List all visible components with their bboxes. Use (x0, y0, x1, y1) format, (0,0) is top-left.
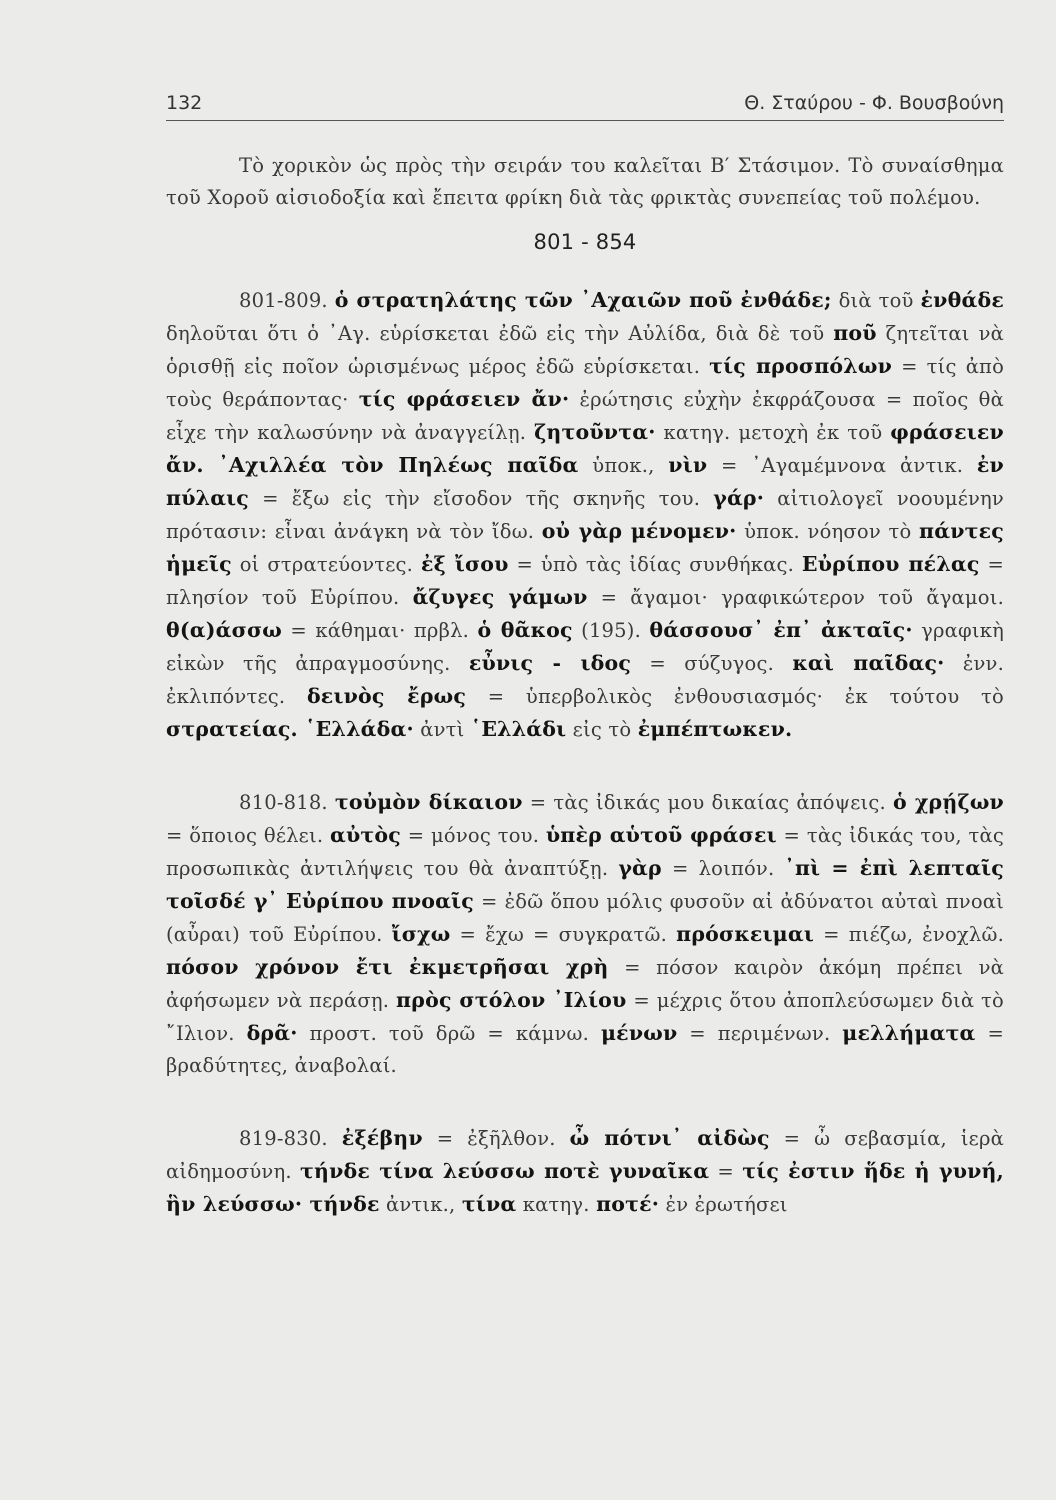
gloss-text: (195). (572, 619, 650, 642)
gloss-text: = ἐδῶ ὅπου μόλις φυσοῦν αἱ ἀδύνατοι αὐταὶ πνοαὶ (αὖραι) τοῦ Εὐρίπου. (166, 890, 1005, 946)
lemma-text: αὐτὸς (330, 823, 401, 847)
gloss-text: = ἔξω εἰς τὴν εἴσοδον τῆς σκηνῆς του. (248, 487, 714, 510)
lemma-text: ἴσχω (391, 922, 451, 946)
lemma-text: πάντες ἡμεῖς (166, 519, 1004, 576)
gloss-text: ὑποκ. νόησον τὸ (736, 520, 920, 543)
lemma-text: ἐξ ἴσου (420, 552, 509, 576)
gloss-text: = λοιπόν. (661, 857, 785, 880)
lemma-text: τοὐμὸν δίκαιον (334, 790, 523, 814)
lemma-text: ὁ χρῄζων (892, 790, 1004, 814)
gloss-text: = πλησίον τοῦ Εὐρίπου. (166, 553, 1005, 609)
lemma-text: ποτέ· (596, 1192, 660, 1216)
lemma-text: στρατείας. ῾Ελλάδα· (166, 717, 414, 741)
gloss-text: ἐν ἐρωτήσει (659, 1193, 788, 1216)
lemma-text: τήνδε τίνα λεύσσω ποτὲ γυναῖκα (299, 1159, 710, 1183)
gloss-text: εἰς τὸ (566, 718, 638, 741)
gloss-text: γραφικὴ εἰκὼν τῆς ἀπραγμοσύνης. (166, 619, 1004, 675)
lemma-text: φράσειεν ἄν. ᾿Αχιλλέα τὸν Πηλέως παῖδα (166, 420, 1004, 477)
lemma-text: ὁ θᾶκος (477, 618, 573, 642)
gloss-text: ὑποκ., (578, 454, 669, 477)
gloss-text: = ὑπὸ τὰς ἰδίας συνθήκας. (508, 553, 802, 576)
gloss-text: = ὦ σεβασμία, ἱερὰ αἰδημοσύνη. (166, 1127, 1004, 1183)
lemma-text: γὰρ (618, 856, 662, 880)
lemma-text: ὦ πότνι᾿ αἰδὼς (569, 1126, 770, 1150)
lemma-text: ὑπὲρ αὑτοῦ φράσει (545, 823, 777, 847)
gloss-text: 801-809. (239, 289, 335, 312)
lemma-text: θ(α)άσσω (166, 618, 282, 642)
gloss-text: = ἄγαμοι· γραφικώτερον τοῦ ἄγαμοι. (587, 586, 1004, 609)
commentary-paragraph-801-809 (166, 284, 1004, 746)
gloss-text: = (709, 1160, 743, 1183)
lemma-text: νὶν (668, 453, 708, 477)
gloss-text: = κάθημαι· πρβλ. (281, 619, 478, 642)
lemma-text: δρᾶ· (246, 1021, 298, 1045)
gloss-text: οἱ στρατεύοντες. (231, 553, 421, 576)
lemma-text: εὖνις - ιδος (468, 651, 632, 675)
gloss-text: = ὅποιος θέλει. (166, 824, 330, 847)
lemma-text: τίς φράσειεν ἄν· (358, 387, 570, 411)
gloss-text: = μόνος του. (400, 824, 546, 847)
lemma-text: μένων (600, 1021, 678, 1045)
gloss-text: δηλοῦται ὅτι ὁ ᾿Αγ. εὑρίσκεται ἐδῶ εἰς τὴν Αὐλίδα, διὰ δὲ τοῦ (166, 322, 834, 345)
lemma-text: δεινὸς ἔρως (306, 684, 467, 708)
lemma-text: ζητοῦντα· (534, 420, 656, 444)
lemma-text: ἐνθάδε (920, 288, 1004, 312)
gloss-text: = σύζυγος. (631, 652, 793, 675)
gloss-text: = ᾿Αγαμέμνονα ἀντικ. (707, 454, 977, 477)
page-number: 132 (166, 92, 203, 114)
gloss-text: ζητεῖται νὰ ὁρισθῇ εἰς ποῖον ὡρισμένως μέρος ἐδῶ εὑρίσκεται. (166, 322, 1004, 378)
lemma-text: ὁ στρατηλάτης τῶν ᾿Αχαιῶν ποῦ ἐνθάδε; (334, 288, 832, 312)
gloss-text: = ἐξῆλθον. (422, 1127, 570, 1150)
lemma-text: πρόσκειμαι (676, 922, 814, 946)
running-title: Θ. Σταύρου - Φ. Βουσβούνη (744, 92, 1004, 114)
gloss-text: = ἔχω = συγκρατῶ. (450, 923, 677, 946)
lemma-text: πρὸς στόλον ᾿Ιλίου (396, 988, 627, 1012)
section-title: 801 - 854 (533, 230, 637, 254)
gloss-text: = ὑπερβολικὸς ἐνθουσιασμός· ἐκ τούτου τὸ (466, 685, 1004, 708)
lemma-text: ἄζυγες γάμων (412, 585, 588, 609)
lemma-text: ἐν πύλαις (166, 453, 1004, 510)
gloss-text: = πόσον καιρὸν ἀκόμη πρέπει νὰ ἀφήσωμεν νὰ περάσῃ. (166, 956, 1005, 1012)
gloss-text: ἀντὶ (413, 718, 471, 741)
gloss-text: ἐνν. ἐκλιπόντες. (166, 652, 1004, 708)
lemma-text: τίς ἐστιν ἥδε ἡ γυνή, ἣν λεύσσω· τήνδε (166, 1159, 1004, 1216)
gloss-text: Τὸ χορικὸν ὡς πρὸς τὴν σειράν του καλεῖται Β′ Στάσιμον. Τὸ συναίσθημα τοῦ Χοροῦ αἰσιοδοξία καὶ ἔπειτα φρίκη διὰ τὰς φρικτὰς συνεπείας τοῦ πολέμου. (166, 154, 1004, 209)
lemma-text: ἐμπέπτωκεν. (637, 717, 793, 741)
gloss-text: αἰτιολογεῖ νοουμένην πρότασιν: εἶναι ἀνάγκη νὰ τὸν ἴδω. (166, 487, 1004, 543)
gloss-text: = τίς ἀπὸ τοὺς θεράποντας· (166, 355, 1005, 411)
lemma-text: θάσσουσ᾿ ἐπ᾿ ἀκταῖς· (649, 618, 913, 642)
gloss-text: = πιέζω, ἐνοχλῶ. (813, 923, 1004, 946)
gloss-text: προστ. τοῦ δρῶ = κάμνω. (297, 1022, 601, 1045)
page-header (166, 86, 1004, 121)
commentary-paragraph-819-830 (166, 1122, 1004, 1221)
gloss-text: = βραδύτητες, ἀναβολαί. (166, 1022, 1004, 1077)
gloss-text: = τὰς ἰδικάς του, τὰς προσωπικὰς ἀντιλήψεις του θὰ ἀναπτύξῃ. (166, 824, 1004, 880)
gloss-text: = περιμένων. (677, 1022, 843, 1045)
lemma-text: ποῦ (833, 321, 877, 345)
commentary-paragraph-810-818 (166, 786, 1004, 1082)
gloss-text: ἐρώτησις εὐχὴν ἐκφράζουσα = ποῖος θὰ εἶχε τὴν καλωσύνην νὰ ἀναγγείλῃ. (166, 388, 1004, 444)
lemma-text: μελλήματα (842, 1021, 976, 1045)
lemma-text: ᾿πὶ = ἐπὶ λεπταῖς τοῖσδέ γ᾿ Εὐρίπου πνοαῖς (166, 856, 1004, 913)
gloss-text: 819-830. (239, 1127, 342, 1150)
lemma-text: πόσον χρόνον ἔτι ἐκμετρῆσαι χρὴ (166, 955, 609, 979)
gloss-text: 810-818. (239, 791, 335, 814)
gloss-text: = μέχρις ὅτου ἀποπλεύσωμεν διὰ τὸ ῎Ιλιον. (166, 989, 1004, 1045)
lemma-text: τίνα (461, 1192, 517, 1216)
lemma-text: τίς προσπόλων (709, 354, 892, 378)
gloss-text: διὰ τοῦ (831, 289, 921, 312)
lemma-text: ἐξέβην (341, 1126, 423, 1150)
lemma-text: γάρ· (713, 486, 765, 510)
lemma-text: οὐ γὰρ μένομεν· (541, 519, 737, 543)
gloss-text: ἀντικ., (379, 1193, 462, 1216)
gloss-text: = τὰς ἰδικάς μου δικαίας ἀπόψεις. (522, 791, 893, 814)
lemma-text: καὶ παῖδας· (792, 651, 945, 675)
gloss-text: κατηγ. μετοχὴ ἐκ τοῦ (655, 421, 891, 444)
gloss-text: κατηγ. (516, 1193, 597, 1216)
intro-paragraph (166, 150, 1004, 214)
page-body (166, 150, 1004, 1221)
lemma-text: Εὐρίπου πέλας (801, 552, 980, 576)
lemma-text: ῾Ελλάδι (470, 717, 567, 741)
